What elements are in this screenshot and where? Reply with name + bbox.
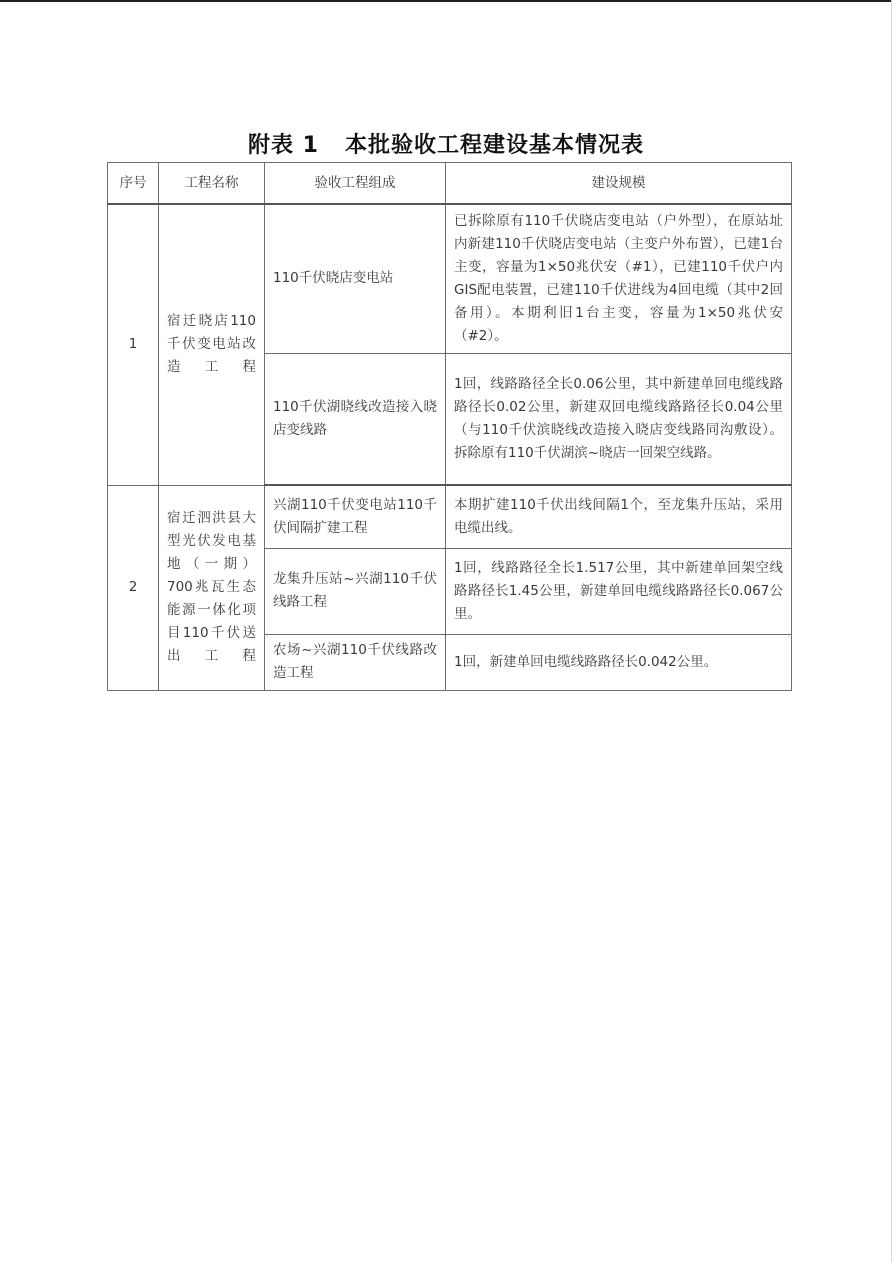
row-serial: 2 <box>108 485 159 690</box>
project-name: 宿迁晓店110千伏变电站改造工程 <box>167 313 256 376</box>
component-text: 龙集升压站~兴湖110千伏线路工程 <box>273 571 437 610</box>
component-text: 农场~兴湖110千伏线路改造工程 <box>273 642 437 681</box>
project-name-cell <box>159 485 265 690</box>
header-project-name: 工程名称 <box>159 163 265 205</box>
scale-cell <box>446 634 792 690</box>
component-cell <box>265 548 446 634</box>
scale-cell <box>446 548 792 634</box>
header-components: 验收工程组成 <box>265 163 446 205</box>
scale-cell <box>446 485 792 548</box>
component-cell <box>265 204 446 353</box>
scale-cell <box>446 204 792 353</box>
scale-cell <box>446 353 792 485</box>
table-row <box>108 204 792 353</box>
page-title: 附表 1 本批验收工程建设基本情况表 <box>248 133 644 158</box>
project-name-cell <box>159 204 265 485</box>
row-serial: 1 <box>108 204 159 485</box>
table-row <box>108 485 792 548</box>
scale-text: 1回，线路路径全长1.517公里，其中新建单回架空线路路径长1.45公里，新建单回电缆线路路径长0.067公里。 <box>454 559 783 622</box>
scale-text: 1回，线路路径全长0.06公里，其中新建单回电缆线路路径长0.02公里，新建双回电缆线路路径长0.04公里（与110千伏滨晓线改造接入晓店变线路同沟敷设）。拆除原有110千伏湖滨~晓店一回架空线路。 <box>454 375 783 461</box>
component-cell <box>265 634 446 690</box>
scale-text: 本期扩建110千伏出线间隔1个，至龙集升压站，采用电缆出线。 <box>454 496 783 536</box>
component-text: 110千伏湖晓线改造接入晓店变线路 <box>273 398 437 438</box>
project-name: 宿迁泗洪县大型光伏发电基地（一期）700兆瓦生态能源一体化项目110千伏送出工程 <box>167 510 256 664</box>
scale-text: 已拆除原有110千伏晓店变电站（户外型），在原站址内新建110千伏晓店变电站（主变户外布置），已建1台主变，容量为1×50兆伏安（#1），已建110千伏户内GIS配电装置，已建110千伏进线为4回电缆（其中2回备用）。本期利旧1台主变，容量为1×50兆伏安（#2）。 <box>454 212 783 344</box>
component-cell <box>265 485 446 548</box>
table-header-row <box>108 163 792 205</box>
scale-text: 1回，新建单回电缆线路路径长0.042公里。 <box>454 653 718 670</box>
acceptance-table <box>107 162 792 691</box>
component-cell <box>265 353 446 485</box>
component-text: 兴湖110千伏变电站110千伏间隔扩建工程 <box>273 496 437 536</box>
top-border-line <box>0 0 892 2</box>
header-scale: 建设规模 <box>446 163 792 205</box>
component-text: 110千伏晓店变电站 <box>273 270 394 287</box>
header-serial: 序号 <box>108 163 159 205</box>
